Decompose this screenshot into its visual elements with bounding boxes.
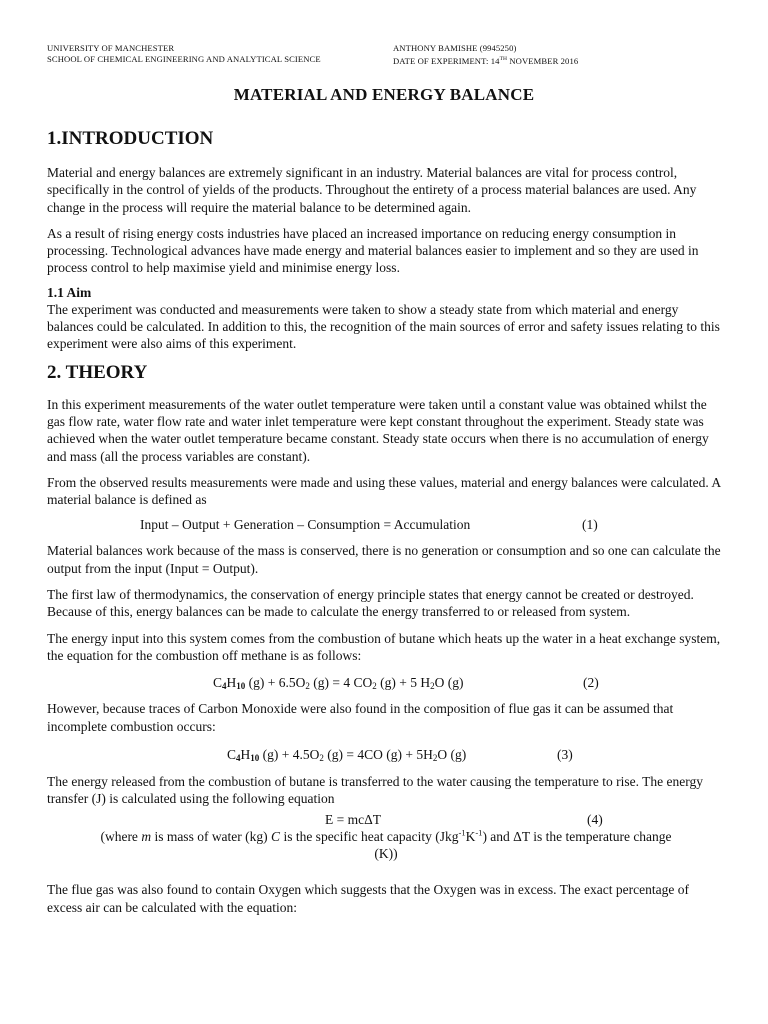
equation-4-number: (4) — [587, 812, 603, 828]
equation-1 — [47, 516, 725, 533]
theory-paragraph-3: Material balances work because of the mass is conserved, there is no generation or consumption and so one can calculate the output from the input (Input = Output). — [47, 543, 721, 576]
header-left — [47, 43, 321, 65]
theory-paragraph-8: The flue gas was also found to contain Oxygen which suggests that the Oxygen was in excess. The exact percentage of excess air can be calculated with the equation: — [47, 882, 689, 915]
equation-4-legend: (where m is mass of water (kg) C is the specific heat capacity $(Jkg^{-1}K^{-1})$ and ΔT is the temperature change — [100, 827, 672, 845]
equation-2 — [47, 674, 725, 691]
theory-paragraph-4: The first law of thermodynamics, the conservation of energy principle states that energy cannot be created or destroyed. Because of this, energy balances can be made to calculate the energy transferred to or released from system. — [47, 587, 694, 620]
equation-1-number: (1) — [582, 517, 598, 533]
university-name: UNIVERSITY OF MANCHESTER — [47, 43, 175, 53]
equation-3 — [47, 746, 725, 763]
equation-3-number: (3) — [557, 746, 573, 762]
author-name: ANTHONY BAMISHE (9945250) — [393, 43, 517, 53]
equation-2-number: (2) — [583, 675, 599, 691]
theory-paragraph-6: However, because traces of Carbon Monoxide were also found in the composition of flue gas it can be assumed that incomplete combustion occurs: — [47, 701, 674, 734]
equation-3-expression: $C_4H_{10}$ $(g) + 4.5O_2$ (g) = 4CO $(g) + 5H_2O$ (g) — [227, 746, 467, 763]
document-body — [47, 128, 725, 916]
intro-paragraph-1: Material and energy balances are extremely significant in an industry. Material balances are vital for process control, specifically in the control of yields of the products. Throughout the entirety of a process material balances are used. Any change in the process will require the material balance to be determined again. — [47, 165, 697, 215]
aim-paragraph: The experiment was conducted and measurements were taken to show a steady state from which material and energy balances could be calculated. In addition to this, the recognition of the main sources of error and safety issues relating to this experiment were also aims of this experiment. — [47, 301, 720, 352]
header-right — [393, 43, 578, 67]
equation-4-expression: E = mcΔT — [325, 812, 382, 828]
theory-paragraph-7: The energy released from the combustion of butane is transferred to the water causing the temperature to rise. The energy transfer (J) is calculated using the following equation — [47, 773, 704, 807]
theory-paragraph-2: From the observed results measurements were made and using these values, material and energy balances were calculated. A material balance is defined as — [47, 474, 721, 508]
equation-2-expression: $C_4H_{10}$ $(g) + 6.5O_2$ (g) = 4 $CO_2$ (g) + 5 $H_2O$ (g) — [213, 675, 464, 692]
document-title: MATERIAL AND ENERGY BALANCE — [233, 85, 535, 104]
theory-paragraph-1: In this experiment measurements of the water outlet temperature were taken until a constant value was obtained whilst the gas flow rate, water flow rate and water inlet temperature were kept constant throughout the experiment. Steady state was achieved when the water outlet temperature became constant. Steady state occurs when there is no accumulation of energy and mass (all the process variables are constant). — [47, 396, 709, 464]
equation-4 — [47, 811, 725, 828]
theory-paragraph-5: The energy input into this system comes from the combustion of butane which heats up the water in a heat exchange system, the equation for the combustion off methane is as follows: — [47, 630, 721, 663]
introduction-heading: 1.INTRODUCTION — [47, 128, 214, 149]
experiment-date: DATE OF EXPERIMENT: 14TH NOVEMBER 2016 — [393, 55, 579, 66]
equation-4-legend-end: (K)) — [374, 846, 398, 862]
equation-1-expression: Input – Output + Generation – Consumption = Accumulation — [140, 517, 471, 533]
theory-heading: 2. THEORY — [47, 361, 148, 383]
school-name: SCHOOL OF CHEMICAL ENGINEERING AND ANALYTICAL SCIENCE — [47, 54, 321, 64]
aim-heading: 1.1 Aim — [47, 284, 92, 300]
intro-paragraph-2: As a result of rising energy costs industries have placed an increased importance on reducing energy consumption in processing. Technological advances have made energy and material balances easier to implement and so they are used in process control to help maximise yield and minimise energy loss. — [47, 225, 699, 276]
